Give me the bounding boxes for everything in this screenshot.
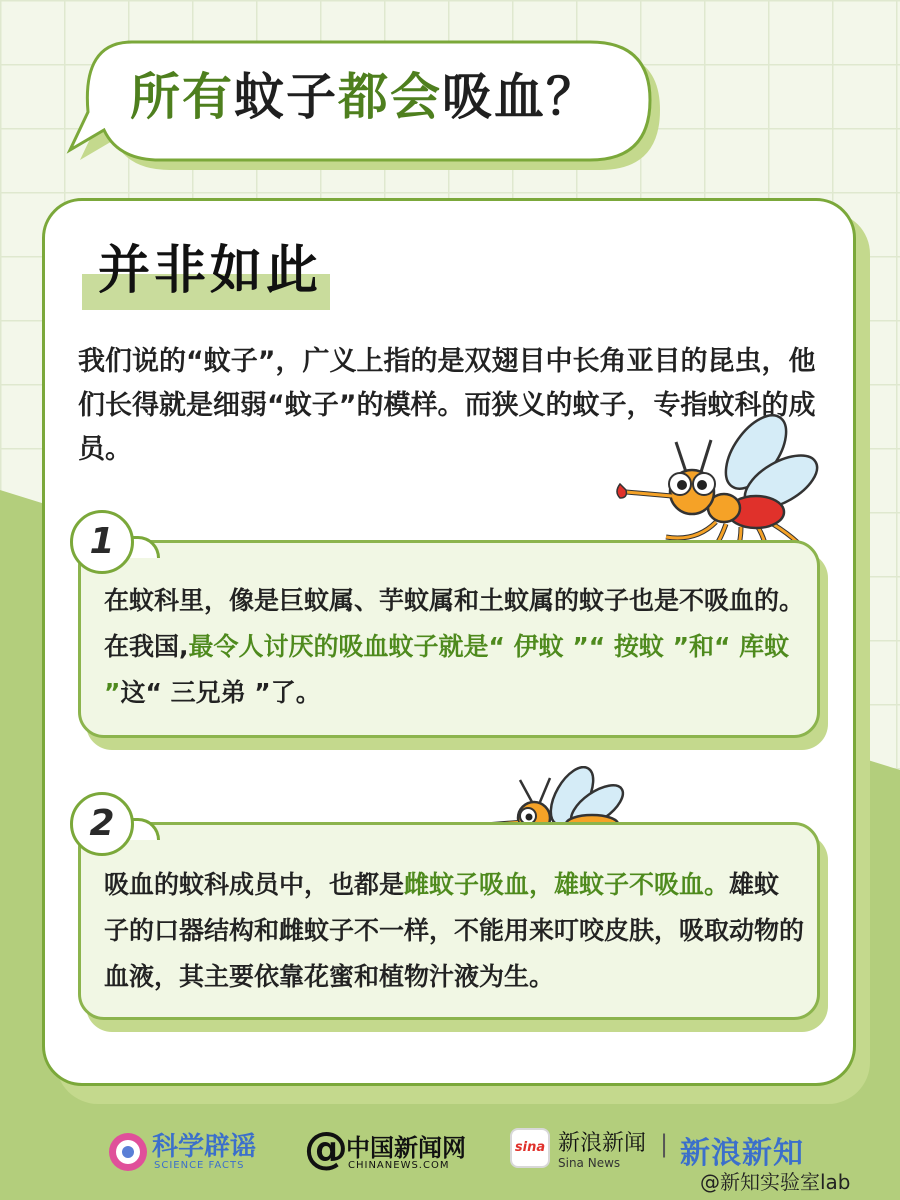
section1-text-b: 这“ 三兄弟 ”了。 [120,678,321,707]
title-part-2: 蚊子 [234,68,338,126]
section1-text [104,578,804,716]
sina-news-subtitle: Sina News [558,1156,621,1170]
title-part-4: 吸血？ [442,68,598,126]
chinanews-title: 中国新闻网 [346,1134,466,1162]
subtitle-text: 并非如此 [98,241,323,301]
footer-divider: | [660,1130,669,1158]
science-facts-subtitle: SCIENCE FACTS [154,1160,245,1171]
sina-icon: sina [510,1128,550,1168]
page-title [130,62,650,132]
section2-highlight: 雌蚊子吸血，雄蚊子不吸血。 [404,870,730,899]
section2-text [104,862,804,1000]
sina-xinzhi-logo: 新浪新知 [680,1136,804,1171]
subtitle [82,238,332,308]
section1-highlight: 最令人讨厌的吸血蚊子就是“ 伊蚊 ”“ 按蚊 ”和“ 库蚊 ” [104,632,790,707]
section2-number: 2 [70,792,134,856]
section1-number: 1 [70,510,134,574]
chinanews-at-icon: @ [304,1123,348,1174]
section2-text-a: 吸血的蚊科成员中，也都是 [104,870,405,899]
chinanews-subtitle: CHINANEWS.COM [348,1160,450,1171]
science-facts-title: 科学辟谣 [152,1132,257,1162]
title-part-3: 都会 [338,68,442,126]
footer [0,1118,900,1200]
weibo-watermark: @新知实验室lab [700,1170,851,1194]
intro-paragraph: 我们说的“蚊子”，广义上指的是双翅目中长角亚目的昆虫，他们长得就是细弱“蚊子”的模样。而狭义的蚊子，专指蚊科的成员。 [78,346,816,465]
science-facts-logo [106,1124,266,1180]
title-part-1: 所有 [130,68,234,126]
sina-news-title: 新浪新闻 [558,1131,647,1156]
science-facts-icon [106,1130,150,1174]
sina-news-logo [510,1126,660,1182]
section1-text-a: 在蚊科里，像是巨蚊属、芋蚊属和土蚊属的蚊子也是不吸血的。在我国, [104,586,805,661]
chinanews-logo [304,1124,474,1180]
section2-text-b: 雄蚊子的口器结构和雌蚊子不一样，不能用来叮咬皮肤，吸取动物的血液，其主要依靠花蜜和植物汁液为生。 [104,870,805,991]
